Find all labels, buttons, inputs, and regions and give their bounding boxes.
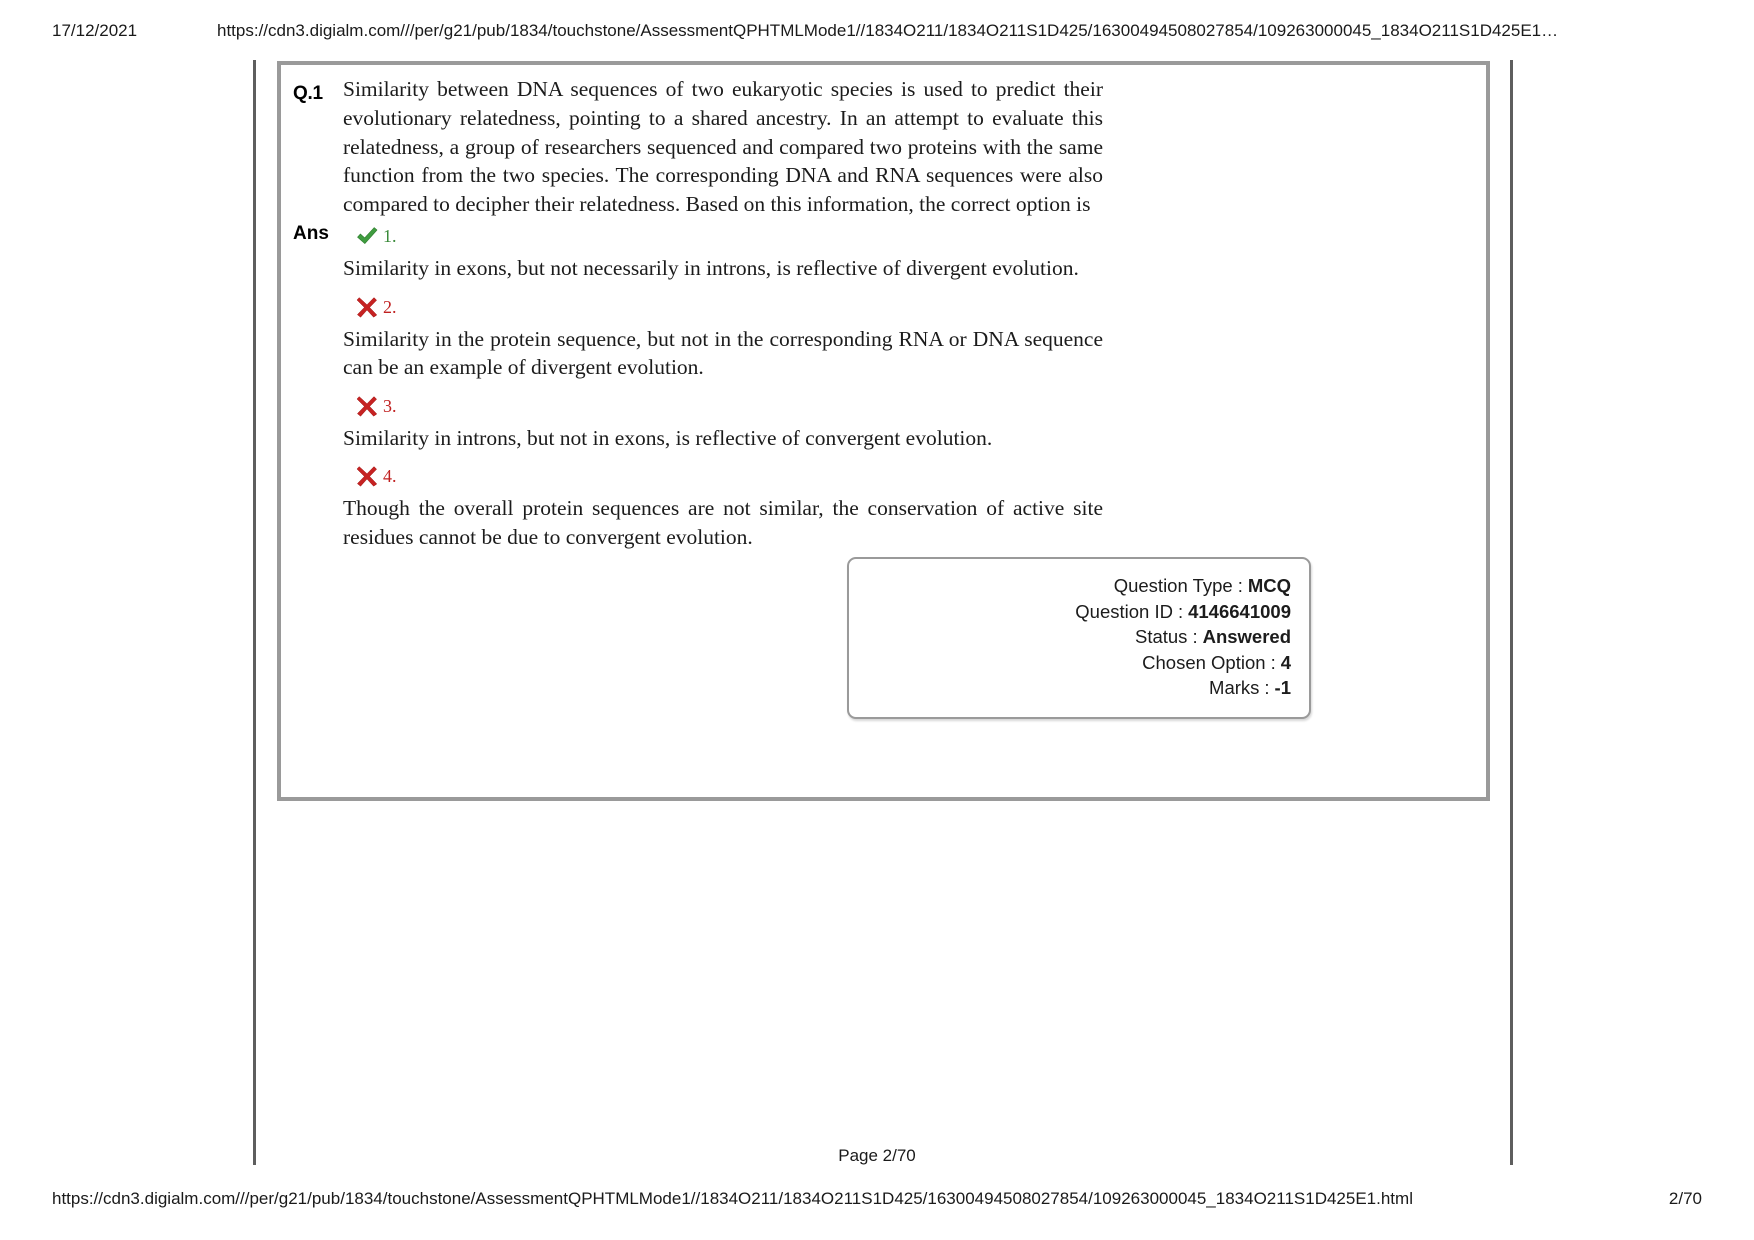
meta-key: Marks: [1209, 677, 1260, 699]
option-header: [355, 393, 1103, 419]
print-date: 17/12/2021: [52, 21, 138, 40]
option-item[interactable]: [343, 294, 1103, 382]
option-header: [355, 223, 1103, 249]
meta-value: 4146641009: [1188, 600, 1291, 622]
meta-value: -1: [1274, 677, 1291, 699]
meta-key: Question ID: [1075, 600, 1173, 622]
status-badge: Answered: [1202, 626, 1291, 648]
print-footer: [0, 1186, 1754, 1212]
print-footer-page: 2/70: [1668, 1189, 1702, 1208]
option-text: Similarity in the protein sequence, but not in the corresponding RNA or DNA sequence can be an example of divergent evolution.: [343, 326, 1103, 380]
question-meta-box: [847, 557, 1311, 719]
question-card: [277, 61, 1490, 801]
meta-separator: :: [1270, 651, 1276, 673]
meta-row-status: [867, 624, 1291, 650]
meta-row-question-id: [867, 599, 1291, 625]
print-header: [0, 18, 1754, 44]
meta-separator: :: [1264, 677, 1270, 699]
answer-label: Ans: [293, 223, 329, 244]
option-item[interactable]: [343, 393, 1103, 453]
cross-icon: [355, 394, 379, 418]
meta-row-chosen-option: [867, 650, 1291, 676]
meta-key: Status: [1134, 626, 1188, 648]
option-item[interactable]: [343, 223, 1103, 283]
meta-value: MCQ: [1247, 575, 1291, 596]
option-text: Though the overall protein sequences are not similar, the conservation of active site residues cannot be due to convergent evolution.: [343, 496, 1103, 549]
cross-icon: [355, 464, 379, 488]
meta-value: 4: [1280, 651, 1291, 673]
meta-separator: :: [1192, 626, 1198, 648]
option-header: [355, 294, 1103, 320]
question-stem-text: Similarity between DNA sequences of two eukaryotic species is used to predict their evolutionary relatedness, pointing to a shared ancestry. In an attempt to evaluate this relatedness, a group of researchers sequenced and compared two proteins with the same function from the two species. The corresponding DNA and RNA sequences were also compared to decipher their relatedness. Based on this information, the correct option is: [343, 77, 1103, 217]
option-number: 3.: [383, 395, 397, 416]
option-text: Similarity in introns, but not in exons, is reflective of convergent evolution.: [343, 425, 993, 450]
check-icon: [355, 224, 379, 248]
meta-row-marks: [867, 675, 1291, 701]
question-number-label: Q.1: [293, 83, 323, 104]
option-text: Similarity in exons, but not necessarily in introns, is reflective of divergent evolution.: [343, 256, 1079, 280]
options-list: [343, 223, 1103, 563]
meta-separator: :: [1177, 600, 1184, 622]
print-header-url: https://cdn3.digialm.com///per/g21/pub/1834/touchstone/AssessmentQPHTMLMode1//1834O211/1834O211S1D425/16300494508027854/109263000045_1834O211S1D425E1…: [217, 21, 1559, 40]
page-frame-right-rule: [1510, 60, 1513, 1165]
print-footer-url: https://cdn3.digialm.com///per/g21/pub/1834/touchstone/AssessmentQPHTMLMode1//1834O211/1834O211S1D425/16300494508027854/109263000045_1834O211S1D425E1.html: [52, 1189, 1413, 1208]
option-number: 4.: [383, 466, 397, 487]
cross-icon: [355, 295, 379, 319]
meta-row-question-type: [867, 573, 1291, 599]
option-number: 2.: [383, 296, 397, 317]
option-number: 1.: [383, 226, 397, 246]
meta-key: Question Type: [1113, 575, 1233, 596]
option-item[interactable]: [343, 463, 1103, 551]
option-header: [355, 463, 1103, 489]
meta-separator: :: [1237, 575, 1243, 596]
page-frame-left-rule: [253, 60, 256, 1165]
meta-key: Chosen Option: [1142, 651, 1266, 673]
document-page-number: Page 2/70: [838, 1146, 916, 1165]
